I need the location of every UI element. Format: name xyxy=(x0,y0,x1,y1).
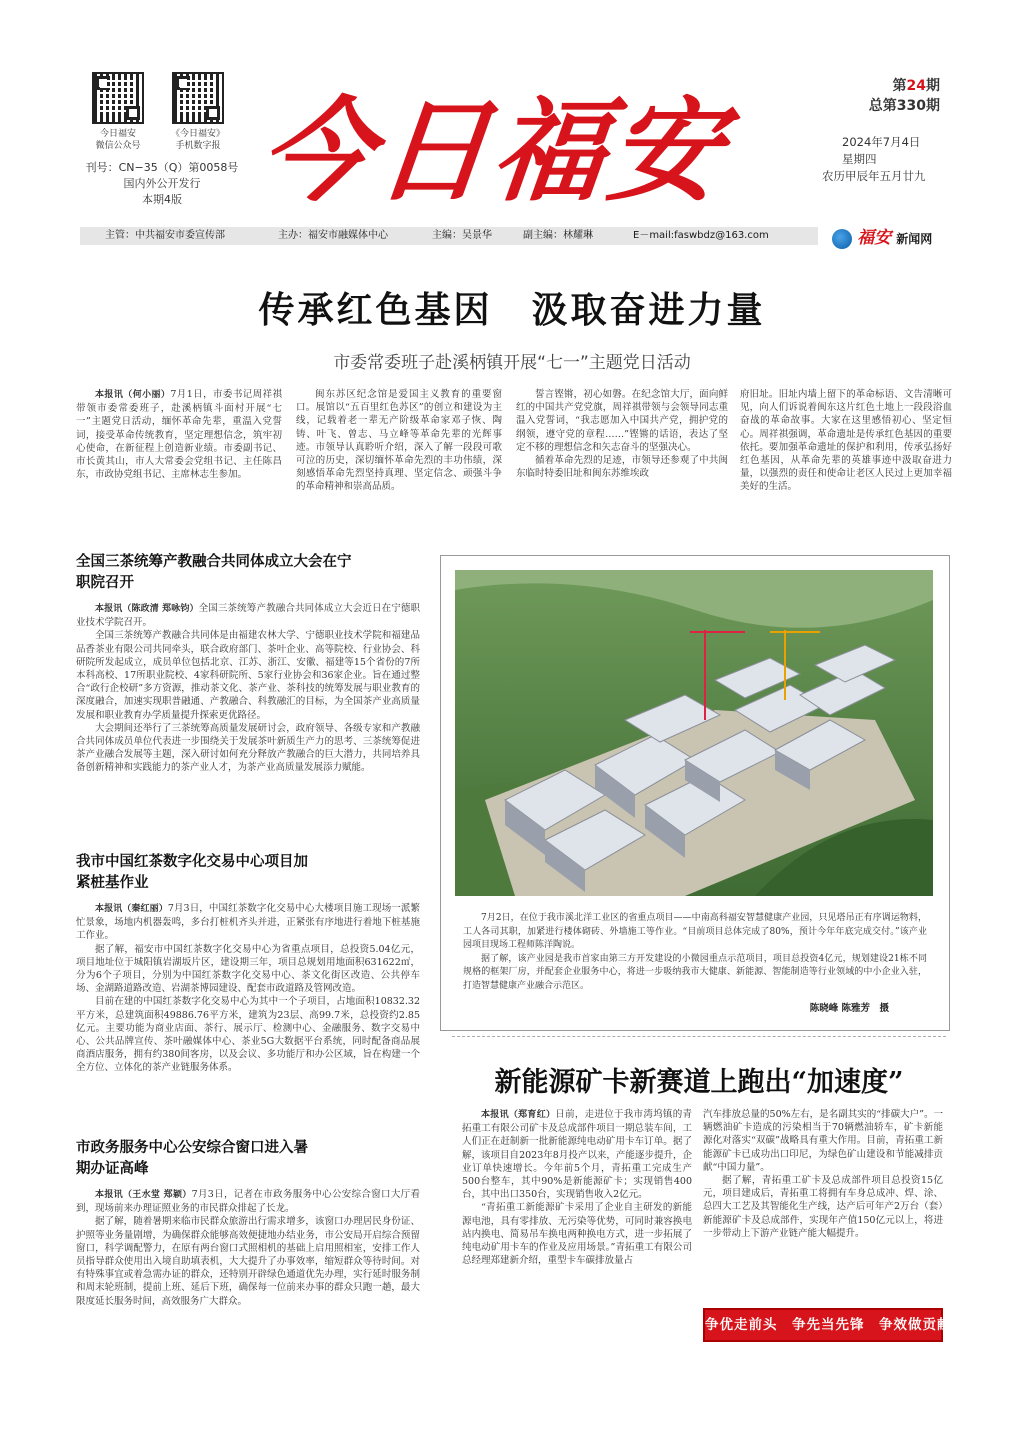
main-headline: 传承红色基因 汲取奋进力量 xyxy=(258,290,766,331)
main-col-4 xyxy=(740,388,952,494)
qr-code-digital[interactable] xyxy=(172,72,224,124)
deputy-editor: 副主编：林耀琳 xyxy=(523,230,593,241)
issue-number: 第24期 xyxy=(892,78,940,94)
main-col-3 xyxy=(516,388,728,480)
paragraph: 据了解，福安市中国红茶数字化交易中心为省重点项目，总投资5.04亿元，项目地址位于城阳镇岩湖坂片区，建设期三年，项目总规划用地面积631622㎡，分为6个子项目，分别为中国红茶数字化交易中心、茶文化街区改造、公共停车场、金湖路道路改造、岩湖茶博园建设、配套市政道路及管网改造。 xyxy=(76,943,420,995)
byline: 本报讯（陈政清 郑咏钧） xyxy=(95,604,199,614)
qr-label-line: 手机数字报 xyxy=(175,141,221,151)
date: 2024年7月4日 xyxy=(842,135,921,149)
paragraph: “青拓重工新能源矿卡采用了企业自主研发的新能源电池，具有零排放、无污染等优势，可同时兼容换电站内换电、简易吊车换电两种换电方式，进一步拓展了纯电动矿用卡车的作业及应用场景。”青拓重工有限公司总经理郑建新介绍，重型卡车碳排放量占 xyxy=(462,1202,692,1267)
main-col-2 xyxy=(296,388,502,494)
byline: 本报讯（王水堂 郑颖） xyxy=(95,1190,192,1200)
sponsor: 主管：中共福安市委宣传部 xyxy=(105,230,225,241)
publication-info xyxy=(72,160,252,208)
article-title: 全国三茶统筹产教融合共同体成立大会在宁职院召开 xyxy=(76,554,352,591)
aerial-photo xyxy=(455,570,933,896)
info-bar xyxy=(80,227,818,245)
globe-icon xyxy=(832,229,852,249)
paragraph: 据了解，随着暑期来临市民群众旅游出行需求增多，该窗口办理居民身份证、护照等业务量剧增，为确保群众能够高效便捷地办结业务，市公安局开启综合预留窗口，科学调配警力，在原有两台窗口式照相机的基础上启用照相室，安排工作人员指导群众使用出入境自助填表机，大大提升了办事效率，缩短群众等待时间。对有特殊事宜或着急需办证的群众，还特别开辟绿色通道优先办理，实行延时服务制和周末轮班制，提前上班、延后下班，确保每一位前来办事的群众只跑一趟，最大限度延长服务时间，高效服务广大群众。 xyxy=(76,1216,420,1307)
article-title: 我市中国红茶数字化交易中心项目加紧桩基作业 xyxy=(76,854,308,891)
article-black-tea-center xyxy=(76,852,420,1075)
paragraph: 循着革命先烈的足迹，市领导还参观了中共闽东临时特委旧址和闽东苏维埃政 xyxy=(516,455,728,480)
organizer: 主办：福安市融媒体中心 xyxy=(278,230,388,241)
qr-label-line: 今日福安 xyxy=(99,129,136,139)
byline: 本报讯（秦红丽） xyxy=(95,904,168,914)
qr-label-line: 微信公众号 xyxy=(95,141,141,151)
issue-info xyxy=(830,76,940,116)
photo-credit: 陈晓峰 陈雅芳 摄 xyxy=(809,1003,889,1014)
paragraph: 大会期间还举行了三茶统筹高质量发展研讨会，政府领导、各级专家和产教融合共同体成员单位代表进一步围绕关于发展茶叶新质生产力的思考、三茶统筹促进茶产业融合发展等主题，深入研讨如何充分释放产教融合的巨大潜力，共同培养具备创新精神和实践能力的茶产业人才，为茶产业高质量发展添力赋能。 xyxy=(76,722,420,774)
edition: 本期4版 xyxy=(142,193,182,206)
photo-box xyxy=(440,555,950,1031)
publication-number: 刊号：CN−35（Q）第0058号 xyxy=(85,161,239,174)
masthead-logo: 今日福安 xyxy=(254,86,732,217)
news-site-logo[interactable] xyxy=(832,223,932,249)
article-body xyxy=(76,1188,420,1308)
article-tea-alliance xyxy=(76,552,420,775)
main-col-1 xyxy=(76,388,282,481)
article-body xyxy=(76,902,420,1075)
date-block xyxy=(822,134,952,185)
byline: 本报讯（郑育红） xyxy=(481,1110,556,1120)
mining-col-2 xyxy=(703,1108,943,1240)
mining-col-1 xyxy=(462,1108,692,1267)
qr-code-wechat[interactable] xyxy=(92,72,144,124)
paragraph: 7月3日，中国红茶数字化交易中心大楼项目施工现场一派繁忙景象，场地内机器轰鸣，多台打桩机齐头并进，正紧张有序地进行着地下桩基施工作业。 xyxy=(76,903,420,942)
caption-paragraph: 据了解，该产业园是我市首家由第三方开发建设的小微园重点示范项目，项目总投资4亿元，规划建设21栋不同规格的框架厂房，并配套企业服务中心，将进一步吸纳我市大健康、新能源、智能制造等行业领域的中小企业入驻，打造智慧健康产业融合示范区。 xyxy=(463,953,927,991)
chief-editor: 主编：吴景华 xyxy=(432,230,492,241)
article-police-window xyxy=(76,1138,420,1308)
paragraph: 目前在建的中国红茶数字化交易中心为其中一个子项目，占地面积10832.32平方米，总建筑面积49886.76平方米，建筑为23层、高99.7米，总投资约2.85亿元。主要功能为商业店面、茶行、展示厅、检测中心、金融服务、数字交易中心、公共品牌宣传、茶叶融媒体中心、茶业5G大数据平台系统，同时配备商品展商酒店服务，拥有约380间客房，以及会议、多功能厅和办公区域，旨在构建一个全方位、立体化的茶产业链服务体系。 xyxy=(76,996,420,1074)
caption-paragraph: 7月2日，在位于我市溪北洋工业区的省重点项目——中南高科福安智慧健康产业园，只见塔吊正有序调运物料，工人各司其职，加紧进行楼体砌砖、外墙施工等作业。“目前项目总体完成了80%，预计今年年底完成交付。”该产业园项目现场工程师陈洋陶说。 xyxy=(463,913,927,950)
email[interactable]: E－mail:faswbdz@163.com xyxy=(633,230,769,241)
qr-code-icon xyxy=(172,72,224,124)
qr-code-icon xyxy=(92,72,144,124)
paragraph: 全国三茶统筹产教融合共同体是由福建农林大学、宁德职业技术学院和福建品品香茶业有限公司共同牵头，联合政府部门、茶叶企业、高等院校、行业协会、科研院所发起成立，成员单位包括北京、江苏、浙江、安徽、福建等15个省份的7所本科高校、17所职业院校、4家科研院所、5家行业协会和36家企业。旨在通过整合“政行企校研”多方资源，推动茶文化、茶产业、茶科技的统筹发展与职业教育的深度融合，加速实现职普融通、产教融合、科教融汇的目标，为全国茶产业高质量发展和职业教育办学质量提升探索更优路径。 xyxy=(76,630,420,721)
article-title: 市政务服务中心公安综合窗口进入暑期办证高峰 xyxy=(76,1140,308,1177)
qr-label-wechat xyxy=(78,128,158,152)
paragraph: 7月1日，市委书记周祥祺带领市委常委班子，赴溪柄镇斗面村开展“七一”主题党日活动，缅怀革命先辈，重温入党誓词，接受革命传统教育，坚定理想信念，筑牢初心使命，在新征程上创造新业绩。市委副书记、市长黄其山，市人大常委会党组书记、主任陈昌东，市政协党组书记、主席林志生参加。 xyxy=(76,389,282,481)
logo-suffix: 新闻网 xyxy=(896,232,933,246)
qr-label-line: 《今日福安》 xyxy=(170,129,225,139)
slogan-banner: 争优走前头 争先当先锋 争效做贡献 xyxy=(703,1308,943,1342)
paragraph: 闽东苏区纪念馆是爱国主义教育的重要窗口。展馆以“五百里红色苏区”的创立和建设为主线，记载着老一辈无产阶级革命家邓子恢、陶铸、叶飞、曾志、马立峰等革命先辈的光辉事迹。市领导认真聆听介绍，深入了解一段段可歌可泣的历史，深切缅怀革命先烈的丰功伟绩，深刻感悟革命先烈坚持真理、坚定信念、顽强斗争的革命精神和崇高品质。 xyxy=(296,389,502,493)
distribution: 国内外公开发行 xyxy=(123,177,201,190)
weekday: 星期四 xyxy=(842,152,877,166)
qr-label-digital xyxy=(158,128,238,152)
paragraph: 全国三茶统筹产教融合共同体成立大会近日在宁德职业技术学院召开。 xyxy=(76,603,420,629)
paragraph: 日前，走进位于我市湾坞镇的青拓重工有限公司矿卡及总成部件项目一期总装车间，工人们正在赶制新一批新能源纯电动矿用卡车订单。据了解，该项目自2023年8月投产以来，产能逐步提升，企业订单快速增长。今年前5个月，青拓重工完成生产500台整车，其中90%是新能源矿卡；实现销售400台，其中出口350台，实现销售收入2亿元。 xyxy=(462,1109,692,1201)
divider xyxy=(452,1036,946,1037)
lunar-date: 农历甲辰年五月廿九 xyxy=(822,169,926,183)
paragraph: 誓言铿锵，初心如磐。在纪念馆大厅，面向鲜红的中国共产党党旗，周祥祺带领与会领导同志重温入党誓词，“我志愿加入中国共产党，拥护党的纲领，遵守党的章程……”铿锵的话语，表达了坚定不移的理想信念和矢志奋斗的坚强决心。 xyxy=(516,389,728,453)
byline: 本报讯（何小丽） xyxy=(95,390,171,400)
mining-story-title: 新能源矿卡新赛道上跑出“加速度” xyxy=(494,1067,904,1098)
paragraph: 汽车排放总量的50%左右，是名副其实的“排碳大户”。一辆燃油矿卡造成的污染相当于70辆燃油轿车，矿卡新能源化对落实“双碳”战略具有重大作用。目前，青拓重工新能源矿卡已成功出口印尼，为绿色矿山建设和节能减排贡献“中国力量”。 xyxy=(703,1109,943,1173)
article-body xyxy=(76,602,420,775)
total-issue: 总第330期 xyxy=(868,98,940,114)
paragraph: 府旧址。旧址内墙上留下的革命标语、文告清晰可见，向人们诉说着闽东这片红色土地上一段段浴血奋战的革命故事。大家在这里感悟初心、坚定恒心。周祥祺强调，革命遗址是传承红色基因的重要依托。要加强革命遗址的保护和利用，传承弘扬好红色基因，从革命先辈的英雄事迹中汲取奋进力量，以强烈的责任和使命让老区人民过上更加幸福美好的生活。 xyxy=(740,389,952,493)
paragraph: 据了解，青拓重工矿卡及总成部件项目总投资15亿元，项目建成后，青拓重工将拥有车身总成冲、焊、涂、总四大工艺及其智能化生产线，达产后可年产2万台（套）新能源矿卡及总成部件，实现年产值150亿元以上，将进一步带动上下游产业链产能大幅提升。 xyxy=(703,1175,943,1239)
main-subhead: 市委常委班子赴溪柄镇开展“七一”主题党日活动 xyxy=(333,353,691,373)
logo-text: 福安 xyxy=(857,228,892,248)
photo-caption xyxy=(463,912,927,993)
paragraph: 7月3日，记者在市政务服务中心公安综合窗口大厅看到，现场前来办理证照业务的市民群众排起了长龙。 xyxy=(76,1189,420,1215)
